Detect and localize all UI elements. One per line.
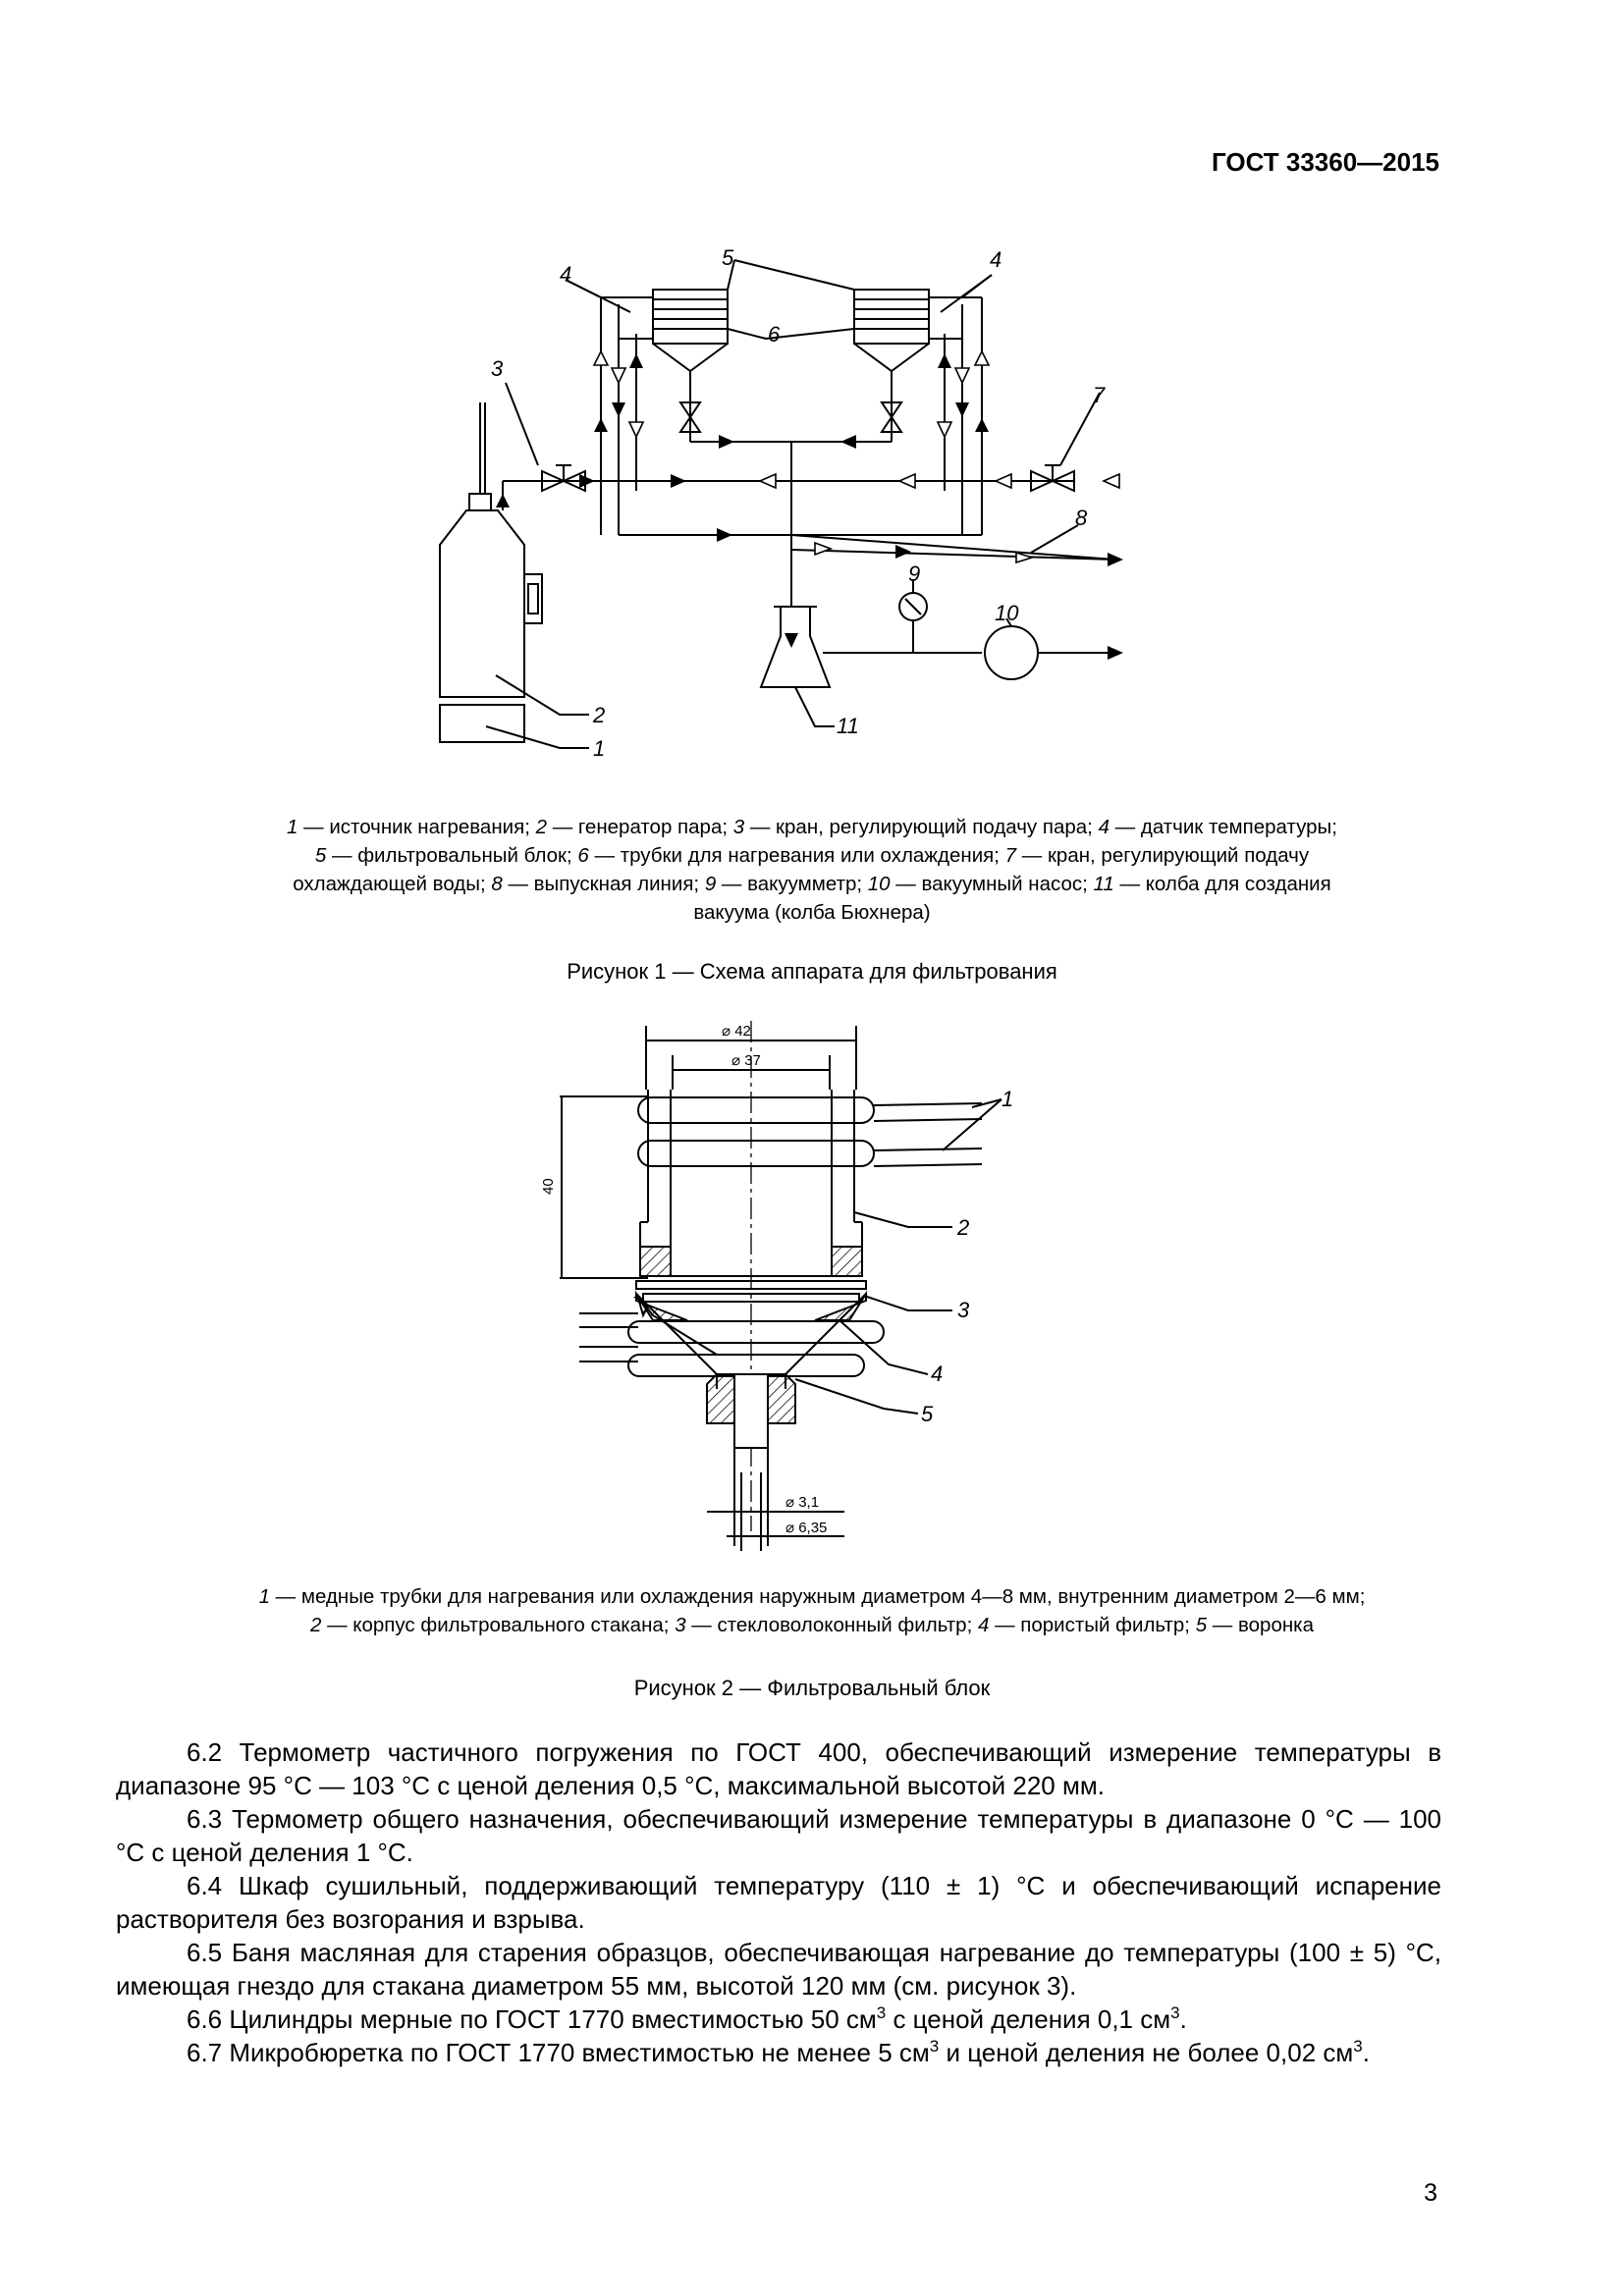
dim-h40: 40 (540, 1178, 557, 1195)
fig2-label-2: 2 (957, 1215, 970, 1240)
legend-text: — фильтровальный блок; (326, 844, 578, 867)
fig1-label-3: 3 (491, 356, 504, 381)
page-number: 3 (1424, 2179, 1437, 2207)
fig1-label-10: 10 (995, 601, 1019, 625)
heating-source-block (440, 705, 524, 742)
legend-line (147, 841, 1477, 870)
paragraph-6-5: 6.5 Баня масляная для старения образцов, обеспечивающая нагревание до температуры (100 ± 5) °С, имеющая гнездо для стакана диаметром 55 мм, высотой 120 мм (см. рисунок 3). (116, 1938, 1441, 2001)
legend-text: — источник нагревания; (298, 816, 536, 838)
legend-text: — кран, регулирующий подачу пара; (744, 816, 1099, 838)
steam-generator-body (440, 510, 524, 697)
legend-text: — трубки для нагревания или охлаждения; (588, 844, 1005, 867)
figure-2-legend (147, 1582, 1477, 1639)
figure-2-diagram (540, 1011, 1014, 1561)
legend-line (147, 1582, 1477, 1611)
legend-text: — воронка (1207, 1614, 1315, 1636)
paragraph-text: 6.7 Микробюретка по ГОСТ 1770 вместимостью не менее 5 см (187, 2038, 930, 2067)
legend-number: 5 (314, 844, 327, 867)
superscript: 3 (1170, 2003, 1180, 2022)
legend-text: вакуума (колба Бюхнера) (693, 901, 931, 924)
legend-number: 7 (1004, 844, 1017, 867)
legend-number: 6 (577, 844, 589, 867)
fig2-label-5: 5 (921, 1402, 934, 1426)
legend-text: — пористый фильтр; (989, 1614, 1196, 1636)
legend-number: 10 (867, 873, 891, 895)
legend-text: — генератор пара; (547, 816, 733, 838)
legend-number: 9 (704, 873, 717, 895)
superscript: 3 (929, 2037, 940, 2056)
document-code: ГОСТ 33360—2015 (1212, 147, 1439, 177)
legend-number: 1 (258, 1585, 270, 1608)
figure-1-legend (147, 813, 1477, 927)
paragraph-text: . (1179, 2004, 1187, 2034)
fig1-label-4-right: 4 (990, 247, 1002, 272)
figure-1-diagram (412, 240, 1218, 771)
legend-number: 2 (309, 1614, 322, 1636)
legend-number: 1 (287, 816, 298, 838)
legend-text: — датчик температуры; (1109, 816, 1337, 838)
legend-text: охлаждающей воды; (293, 873, 492, 895)
dim-d37: ⌀ 37 (731, 1052, 761, 1069)
fig1-label-9: 9 (908, 561, 921, 586)
fig2-label-3: 3 (957, 1298, 970, 1322)
legend-number: 8 (491, 873, 503, 895)
fig1-label-2: 2 (593, 703, 606, 727)
legend-text: — вакуумметр; (716, 873, 868, 895)
legend-number: 5 (1195, 1614, 1208, 1636)
fig1-label-8: 8 (1075, 506, 1088, 530)
superscript: 3 (1353, 2037, 1363, 2056)
fig2-label-1: 1 (1001, 1087, 1014, 1111)
legend-number: 3 (675, 1614, 686, 1636)
legend-text: — выпускная линия; (502, 873, 705, 895)
paragraph-6-6 (116, 2002, 1441, 2036)
legend-number: 11 (1093, 873, 1114, 895)
legend-text: — колба для создания (1113, 873, 1331, 895)
fig1-label-11: 11 (837, 714, 859, 738)
paragraph-text: с ценой деления 0,1 см (886, 2004, 1171, 2034)
paragraph-text: . (1362, 2038, 1370, 2067)
paragraph-6-4: 6.4 Шкаф сушильный, поддерживающий температуру (110 ± 1) °С и обеспечивающий испарение растворителя без возгорания и взрыва. (116, 1871, 1441, 1934)
legend-line (147, 813, 1477, 841)
legend-text: — кран, регулирующий подачу (1016, 844, 1310, 867)
dim-d31: ⌀ 3,1 (785, 1494, 820, 1511)
legend-text: — вакуумный насос; (890, 873, 1094, 895)
fig1-label-1: 1 (593, 736, 606, 761)
superscript: 3 (876, 2003, 887, 2022)
fig1-label-7: 7 (1093, 383, 1106, 407)
figure-2-title: Рисунок 2 — Фильтровальный блок (633, 1676, 991, 1700)
legend-line (147, 898, 1477, 927)
legend-number: 3 (732, 816, 745, 838)
dim-d635: ⌀ 6,35 (785, 1520, 828, 1536)
legend-number: 4 (977, 1614, 990, 1636)
paragraph-6-3: 6.3 Термометр общего назначения, обеспечивающий измерение температуры в диапазоне 0 °С — 100 °С с ценой деления 1 °С. (116, 1804, 1441, 1867)
fig2-label-4: 4 (931, 1362, 944, 1386)
legend-line (147, 1611, 1477, 1639)
legend-text: — стекловолоконный фильтр; (685, 1614, 978, 1636)
legend-line (147, 870, 1477, 898)
dim-d42: ⌀ 42 (722, 1023, 751, 1040)
figure-1-title: Рисунок 1 — Схема аппарата для фильтрования (567, 959, 1057, 984)
paragraph-6-2: 6.2 Термометр частичного погружения по ГОСТ 400, обеспечивающий измерение температуры в диапазоне 95 °С — 103 °С с ценой деления 0,5 °С, максимальной высотой 220 мм. (116, 1737, 1441, 1800)
legend-text: — медные трубки для нагревания или охлаждения наружным диаметром 4—8 мм, внутренним диаметром 2—6 мм; (269, 1585, 1366, 1608)
fig1-label-6: 6 (768, 322, 781, 347)
legend-number: 2 (535, 816, 547, 838)
legend-text: — корпус фильтровального стакана; (321, 1614, 676, 1636)
fig1-label-5: 5 (722, 245, 734, 270)
paragraph-text: 6.6 Цилиндры мерные по ГОСТ 1770 вместимостью 50 см (187, 2004, 877, 2034)
paragraph-6-7 (116, 2036, 1441, 2069)
paragraph-text: и ценой деления не более 0,02 см (939, 2038, 1354, 2067)
fig1-label-4-left: 4 (560, 262, 572, 287)
legend-number: 4 (1098, 816, 1110, 838)
